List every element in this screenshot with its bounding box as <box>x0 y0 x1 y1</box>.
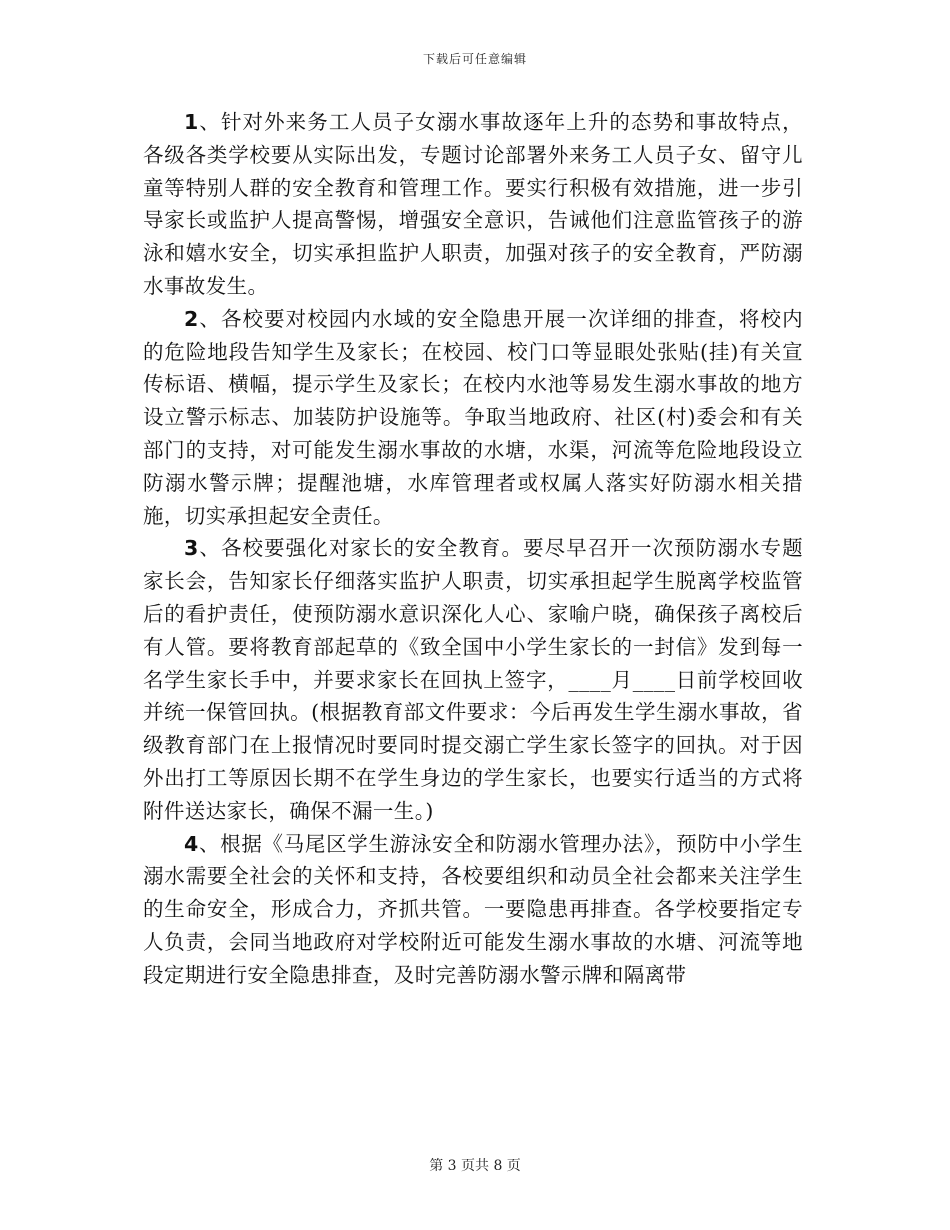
paragraph-text: 、根据《马尾区学生游泳安全和防溺水管理办法》，预防中小学生溺水需要全社会的关怀和支持，各校要组织和动员全社会都来关注学生的生命安全，形成合力，齐抓共管。一要隐患再排查。各学校要指定专人负责，会同当地政府对学校附近可能发生溺水事故的水塘、河流等地段定期进行安全隐患排查，及时完善防溺水警示牌和隔离带 <box>143 831 803 987</box>
paragraph-text: 、各校要强化对家长的安全教育。要尽早召开一次预防溺水专题家长会，告知家长仔细落实监护人职责，切实承担起学生脱离学校监管后的看护责任，使预防溺水意识深化人心、家喻户晓，确保孩子离校后有人管。要将教育部起草的《致全国中小学生家长的一封信》发到每一名学生家长手中，并要求家长在回执上签字，____月____日前学校回收并统一保管回执。(根据教育部文件要求：今后再发生学生溺水事故，省级教育部门在上报情况时要同时提交溺亡学生家长签字的回执。对于因外出打工等原因长期不在学生身边的学生家长，也要实行适当的方式将附件送达家长，确保不漏一生。) <box>143 536 803 823</box>
paragraph-text: 、各校要对校园内水域的安全隐患开展一次详细的排查，将校内的危险地段告知学生及家长；在校园、校门口等显眼处张贴(挂)有关宣传标语、横幅，提示学生及家长；在校内水池等易发生溺水事故的地方设立警示标志、加装防护设施等。争取当地政府、社区(村)委会和有关部门的支持，对可能发生溺水事故的水塘，水渠，河流等危险地段设立防溺水警示牌；提醒池塘，水库管理者或权属人落实好防溺水相关措施，切实承担起安全责任。 <box>143 306 803 528</box>
paragraph-number: 2 <box>184 306 199 331</box>
page-header: 下载后可任意编辑 <box>422 52 527 66</box>
paragraph-number: 4 <box>184 831 199 856</box>
paragraph-1 <box>143 106 803 303</box>
paragraph-4 <box>143 828 803 992</box>
paragraph-2 <box>143 303 803 533</box>
paragraph-number: 3 <box>184 536 199 561</box>
page-footer: 第 3 页共 8 页 <box>429 1158 521 1174</box>
paragraph-3 <box>143 532 803 827</box>
paragraph-text: 、针对外来务工人员子女溺水事故逐年上升的态势和事故特点，各级各类学校要从实际出发，专题讨论部署外来务工人员子女、留守儿童等特别人群的安全教育和管理工作。要实行积极有效措施，进一步引导家长或监护人提高警惕，增强安全意识，告诫他们注意监管孩子的游泳和嬉水安全，切实承担监护人职责，加强对孩子的安全教育，严防溺水事故发生。 <box>143 110 803 298</box>
paragraph-number: 1 <box>184 110 199 134</box>
document-body <box>143 106 803 992</box>
